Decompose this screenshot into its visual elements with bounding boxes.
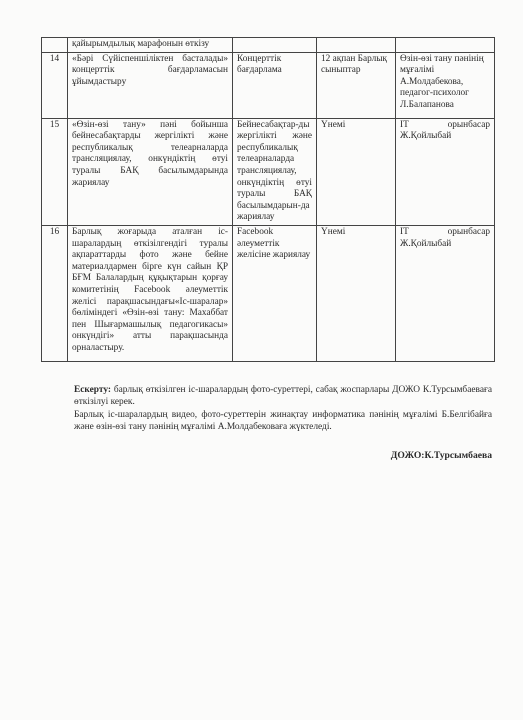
cell-event: «Өзін-өзі тану» пәні бойынша бейнесабақтарды жергілікті және республикалық телеарналарда трансляциялау, онкүндіктің өтуі туралы БАҚ басылымдарында жариялау (68, 118, 233, 225)
cell-event-continued: қайырымдылық марафонын өткізу (68, 38, 233, 53)
cell-event: «Бәрі Сүйіспеншіліктен басталады» концерттік бағдарламасын ұйымдастыру (68, 52, 233, 118)
note-paragraph-2: Барлық іс-шаралардың видео, фото-суреттерін жинақтау информатика пәнінің мұғалімі Б.Белгібайға және өзін-өзі тану пәнінің мұғалімі А.Молдабековаға жүктеледі. (74, 409, 492, 432)
cell-responsible: Өзін-өзі тану пәнінің мұғалімі А.Молдабекова, педагог-психолог Л.Балапанова (396, 52, 495, 118)
note-text-1: барлық өткізілген іс-шаралардың фото-суреттері, сабақ жоспарлары ДОЖО К.Турсымбаеваға өткізілуі керек. (74, 385, 492, 408)
cell-date: Үнемі (317, 225, 396, 361)
cell-num: 16 (42, 225, 68, 361)
cell-num: 15 (42, 118, 68, 225)
table-row (42, 225, 495, 361)
cell-empty (396, 38, 495, 53)
cell-form: Бейнесабақтар-ды жергілікті және республикалық телеарналарда трансляциялау, онкүндіктің өтуі туралы БАҚ басылымдарын-да жариялау (233, 118, 317, 225)
cell-date: Үнемі (317, 118, 396, 225)
signature: ДОЖО:К.Турсымбаева (390, 450, 492, 461)
cell-form: Facebook әлеуметтік желісіне жариялау (233, 225, 317, 361)
event-plan-table (41, 37, 495, 362)
table-row-continued (42, 38, 495, 53)
cell-empty (233, 38, 317, 53)
note-block (74, 384, 492, 433)
table-row (42, 52, 495, 118)
cell-responsible: IT орынбасар Ж.Қойлыбай (396, 118, 495, 225)
note-label: Ескерту: (74, 385, 112, 395)
cell-responsible: IT орынбасар Ж.Қойлыбай (396, 225, 495, 361)
cell-date: 12 ақпан Барлық сыныптар (317, 52, 396, 118)
cell-num-empty (42, 38, 68, 53)
cell-form: Концерттік бағдарлама (233, 52, 317, 118)
cell-num: 14 (42, 52, 68, 118)
table-row (42, 118, 495, 225)
note-paragraph-1 (74, 384, 492, 409)
cell-event: Барлық жоғарыда аталған іс-шаралардың өткізілгендігі туралы ақпараттарды фото және бейне материалдармен бірге күн сайын ҚР БҒМ Балалардың құқықтарын қорғау комитетінің Facebook әлеуметтік желісі парақшасындағы«Іс-шаралар» бөліміндегі «Өзін-өзі тану: Махаббат пен Шығармашылық педагогикасы» онкүндігі» атты парақшасында орналастыру. (68, 225, 233, 361)
cell-empty (317, 38, 396, 53)
